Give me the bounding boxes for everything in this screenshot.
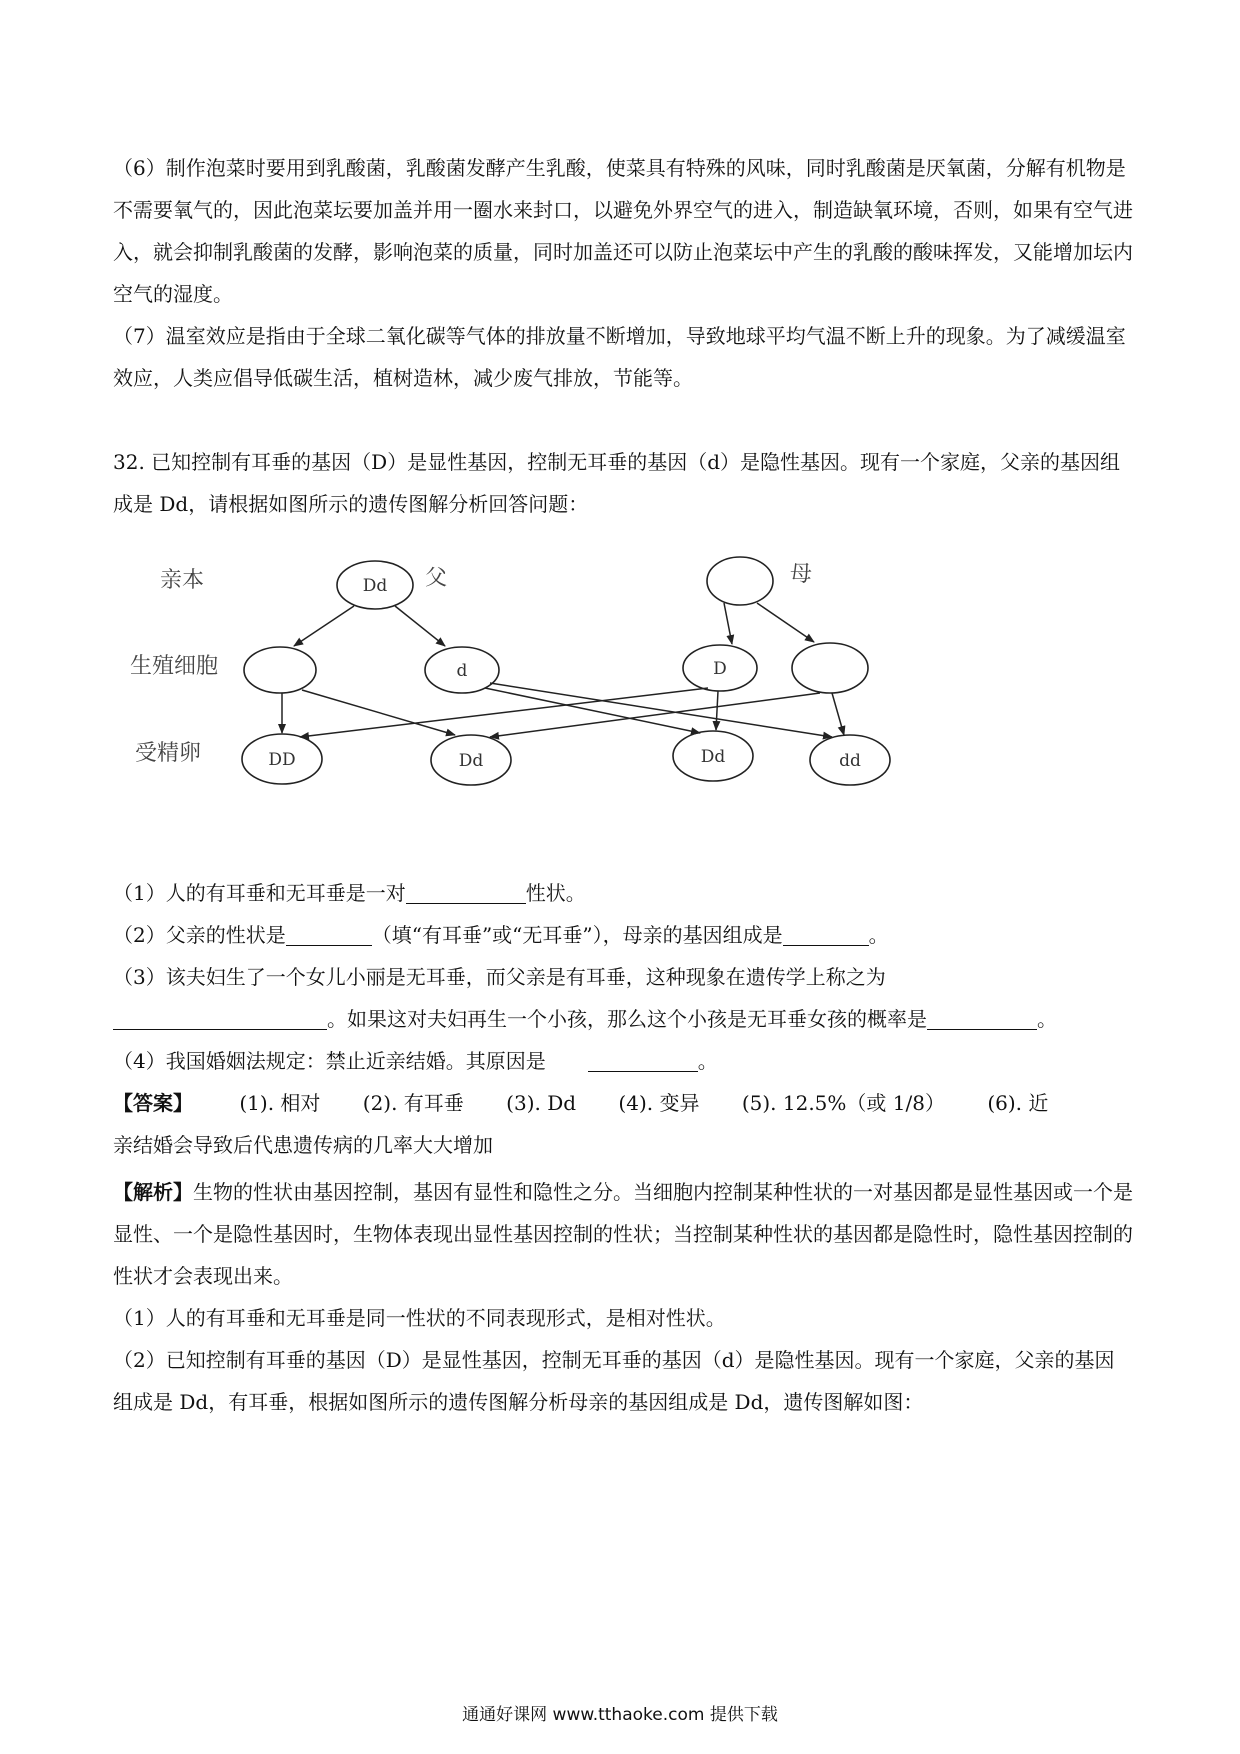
analysis-intro [113, 1171, 1133, 1297]
question-3-middle: 。如果这对夫妇再生一个小孩，那么这个小孩是无耳垂女孩的概率是 [327, 1007, 927, 1031]
zygote-3-label: Dd [700, 747, 726, 767]
answer-item-5: (5). 12.5%（或 1/8） [741, 1091, 945, 1115]
answer-item-2: (2). 有耳垂 [362, 1091, 464, 1115]
question-2 [113, 919, 889, 948]
analysis-1: （1）人的有耳垂和无耳垂是同一性状的不同表现形式，是相对性状。 [113, 1306, 726, 1330]
zygote-2-label: Dd [458, 751, 484, 771]
question-2-blank-trait[interactable] [286, 923, 372, 946]
mother-node [707, 557, 773, 605]
zygote-4-label: dd [839, 751, 861, 771]
answer-item-1: (1). 相对 [239, 1091, 321, 1115]
mother-gamete-D: D [713, 659, 727, 679]
father-genotype: Dd [362, 576, 388, 596]
row-label-zygotes: 受精卵 [135, 741, 202, 766]
question-2-text: （2）父亲的性状是 [113, 923, 286, 947]
paragraph-6: （6）制作泡菜时要用到乳酸菌，乳酸菌发酵产生乳酸，使菜具有特殊的风味，同时乳酸菌是厌氧菌，分解有机物是不需要氧气的，因此泡菜坛要加盖并用一圈水来封口，以避免外界空气的进入，制造缺氧环境，否则，如果有空气进入，就会抑制乳酸菌的发酵，影响泡菜的质量，同时加盖还可以防止泡菜坛中产生的乳酸的酸味挥发，又能增加坛内空气的湿度。 [113, 156, 1133, 306]
mother-gamete-right [792, 643, 868, 693]
answer-line [113, 1087, 1048, 1116]
question-4-text: （4）我国婚姻法规定：禁止近亲结婚。其原因是 [113, 1049, 546, 1073]
analysis-2: （2）已知控制有耳垂的基因（D）是显性基因，控制无耳垂的基因（d）是隐性基因。现有一个家庭，父亲的基因组成是 Dd，有耳垂，根据如图所示的遗传图解分析母亲的基因组成是 Dd，遗传图解如图： [113, 1348, 1115, 1414]
analysis-intro-text: 生物的性状由基因控制，基因有显性和隐性之分。当细胞内控制某种性状的一对基因都是显性基因或一个是显性、一个是隐性基因时，生物体表现出显性基因控制的性状；当控制某种性状的基因都是隐性时，隐性基因控制的性状才会表现出来。 [113, 1180, 1133, 1288]
father-gamete-left [244, 647, 316, 693]
question-3-blank-term[interactable] [113, 1007, 327, 1030]
question-4-blank[interactable] [588, 1049, 698, 1072]
answer-item-3: (3). Dd [506, 1091, 577, 1115]
question-1-text: （1）人的有耳垂和无耳垂是一对 [113, 881, 406, 905]
question-3-text: （3）该夫妇生了一个女儿小丽是无耳垂，而父亲是有耳垂，这种现象在遗传学上称之为 [113, 965, 886, 989]
zygote-1-label: DD [268, 750, 296, 770]
question-2-blank-genotype[interactable] [783, 923, 869, 946]
question-1-blank[interactable] [406, 881, 526, 904]
analysis-label: 【解析】 [113, 1180, 193, 1204]
inheritance-diagram [120, 555, 920, 845]
question-3-blank-probability[interactable] [927, 1007, 1037, 1030]
row-label-gametes: 生殖细胞 [130, 654, 219, 679]
father-gamete-d: d [456, 661, 468, 681]
question-2-suffix: 。 [868, 923, 889, 947]
answer-continuation: 亲结婚会导致后代患遗传病的几率大大增加 [113, 1133, 493, 1157]
footer: 通通好课网 www.tthaoke.com 提供下载 [462, 1705, 778, 1725]
mother-label: 母 [790, 562, 813, 587]
question-32-stem: 32. 已知控制有耳垂的基因（D）是显性基因，控制无耳垂的基因（d）是隐性基因。现有一个家庭，父亲的基因组成是 Dd，请根据如图所示的遗传图解分析回答问题： [113, 450, 1121, 516]
question-2-middle: （填“有耳垂”或“无耳垂”），母亲的基因组成是 [371, 923, 783, 947]
row-label-parents: 亲本 [160, 568, 205, 593]
question-1-suffix: 性状。 [525, 881, 586, 905]
answer-label: 【答案】 [113, 1091, 193, 1115]
question-3-line-2 [113, 1003, 1057, 1032]
question-3-suffix: 。 [1037, 1007, 1057, 1031]
father-label: 父 [425, 566, 448, 591]
question-4 [113, 1045, 718, 1074]
question-1 [113, 877, 586, 906]
question-3-line-1 [113, 961, 886, 990]
paragraph-7: （7）温室效应是指由于全球二氧化碳等气体的排放量不断增加，导致地球平均气温不断上升的现象。为了减缓温室效应，人类应倡导低碳生活，植树造林，减少废气排放，节能等。 [113, 324, 1126, 390]
question-4-suffix: 。 [697, 1049, 718, 1073]
answer-item-4: (4). 变异 [618, 1091, 700, 1115]
answer-item-6: (6). 近 [987, 1091, 1049, 1115]
